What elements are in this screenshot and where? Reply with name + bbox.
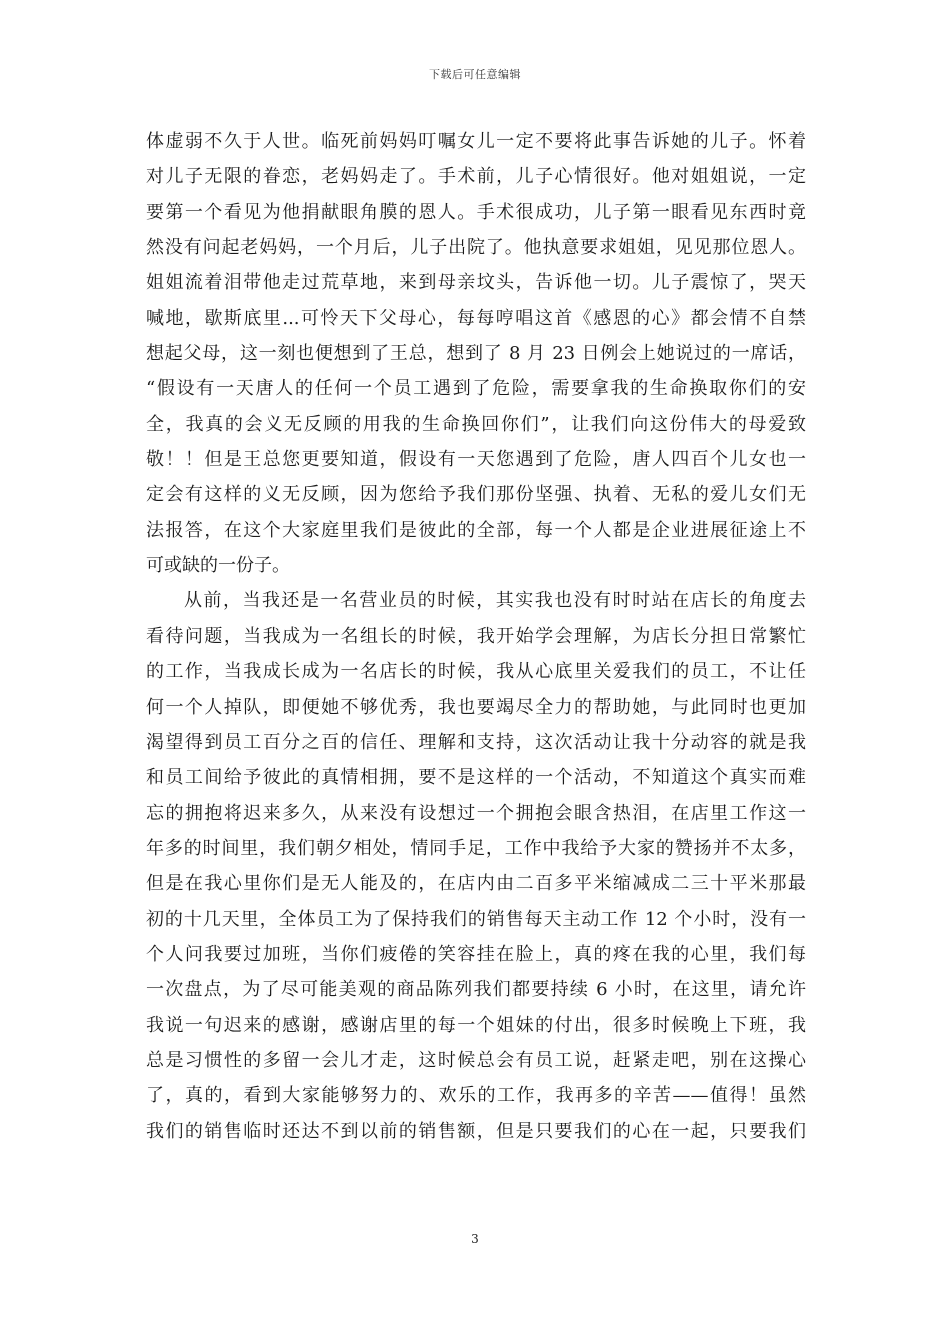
text-line: 年多的时间里，我们朝夕相处，情同手足，工作中我给予大家的赞扬并不太多， [146,837,806,859]
text-line: 喊地，歇斯底里...可怜天下父母心，每每哼唱这首《感恩的心》都会情不自禁 [146,307,806,329]
text-line: 我们的销售临时还达不到以前的销售额，但是只要我们的心在一起，只要我们 [146,1120,806,1142]
text-line: 一次盘点，为了尽可能美观的商品陈列我们都要持续 6 小时，在这里，请允许 [146,979,806,1001]
text-line: 我说一句迟来的感谢，感谢店里的每一个姐妹的付出，很多时候晚上下班，我 [146,1014,806,1036]
text-line: “假设有一天唐人的任何一个员工遇到了危险，需要拿我的生命换取你们的安 [146,378,806,400]
text-line: 何一个人掉队，即便她不够优秀，我也要竭尽全力的帮助她，与此同时也更加 [146,696,806,718]
text-line: 定会有这样的义无反顾，因为您给予我们那份坚强、执着、无私的爱儿女们无 [146,484,806,506]
text-line: 体虚弱不久于人世。临死前妈妈叮嘱女儿一定不要将此事告诉她的儿子。怀着 [146,131,806,152]
text-line: 全，我真的会义无反顾的用我的生命换回你们”，让我们向这份伟大的母爱致 [146,413,806,435]
text-line: 敬！！但是王总您更要知道，假设有一天您遇到了危险，唐人四百个儿女也一 [146,449,806,471]
text-line: 想起父母，这一刻也便想到了王总，想到了 8 月 23 日例会上她说过的一席话， [146,343,806,365]
paragraph-1 [146,124,806,583]
text-line: 要第一个看见为他捐献眼角膜的恩人。手术很成功，儿子第一眼看见东西时竟 [146,201,806,223]
page-number: 3 [471,1232,479,1246]
document-body [146,124,806,1149]
text-line: 的工作，当我成长成为一名店长的时候，我从心底里关爱我们的员工，不让任 [146,661,806,683]
text-line: 个人问我要过加班，当你们疲倦的笑容挂在脸上，真的疼在我的心里，我们每 [146,943,806,965]
text-line: 和员工间给予彼此的真情相拥，要不是这样的一个活动，不知道这个真实而难 [146,767,806,789]
text-line: 法报答，在这个大家庭里我们是彼此的全部，每一个人都是企业进展征途上不 [146,519,806,541]
paragraph-2 [146,583,806,1149]
text-line: 忘的拥抱将迟来多久，从来没有设想过一个拥抱会眼含热泪，在店里工作这一 [146,802,806,824]
text-line: 看待问题，当我成为一名组长的时候，我开始学会理解，为店长分担日常繁忙 [146,625,806,647]
text-line: 了，真的，看到大家能够努力的、欢乐的工作，我再多的辛苦——值得！虽然 [146,1085,806,1107]
text-line: 总是习惯性的多留一会儿才走，这时候总会有员工说，赶紧走吧，别在这操心 [146,1049,806,1071]
page-header: 下载后可任意编辑 [429,68,521,81]
text-line: 但是在我心里你们是无人能及的，在店内由二百多平米缩减成二三十平米那最 [146,873,806,895]
text-line: 初的十几天里，全体员工为了保持我们的销售每天主动工作 12 个小时，没有一 [146,908,806,930]
text-line: 从前，当我还是一名营业员的时候，其实我也没有时时站在店长的角度去 [184,590,806,612]
text-line: 姐姐流着泪带他走过荒草地，来到母亲坟头，告诉他一切。儿子震惊了，哭天 [146,272,806,294]
text-line: 然没有问起老妈妈，一个月后，儿子出院了。他执意要求姐姐，见见那位恩人。 [146,237,806,259]
text-line: 可或缺的一份子。 [146,555,290,577]
text-line: 对儿子无限的眷恋，老妈妈走了。手术前，儿子心情很好。他对姐姐说，一定 [146,166,806,188]
text-line: 渴望得到员工百分之百的信任、理解和支持，这次活动让我十分动容的就是我 [146,731,806,753]
